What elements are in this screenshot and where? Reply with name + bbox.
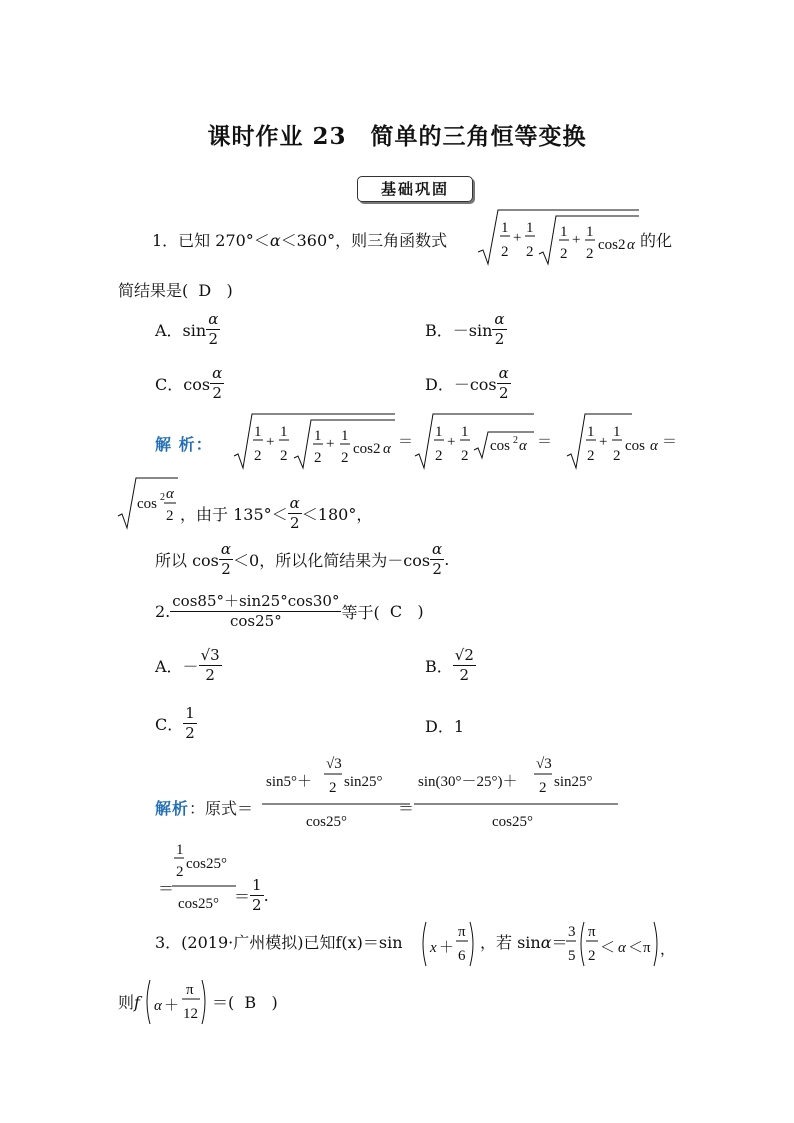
svg-text:+: + — [572, 232, 581, 248]
svg-text:cos: cos — [625, 438, 645, 454]
q2-option-d: D．1 — [425, 717, 465, 736]
q2-result: ＝ $\frac{1}{2}$ . — [234, 876, 269, 914]
svg-text:1: 1 — [341, 428, 349, 444]
svg-text:＝: ＝ — [537, 434, 553, 450]
svg-text:2: 2 — [586, 246, 594, 262]
svg-text:cos25°: cos25° — [492, 814, 533, 830]
svg-text:x: x — [430, 940, 437, 956]
svg-text:sin5°＋: sin5°＋ — [266, 774, 313, 790]
q1-analysis-sqrt-cos — [116, 476, 180, 532]
svg-text:α: α — [627, 237, 635, 253]
svg-text:sin25°: sin25° — [554, 774, 593, 790]
svg-text:2: 2 — [587, 448, 595, 464]
svg-text:1: 1 — [586, 224, 594, 240]
svg-text:＝: ＝ — [662, 434, 678, 450]
svg-text:2: 2 — [176, 864, 184, 880]
svg-text:π: π — [588, 924, 596, 940]
q3-answer: B — [244, 993, 257, 1012]
svg-text:2: 2 — [613, 448, 621, 464]
svg-text:5: 5 — [568, 948, 576, 964]
svg-text:+: + — [599, 434, 608, 450]
svg-text:sin25°: sin25° — [344, 774, 383, 790]
q2-option-a: A．－ $\frac{√3}{2}$ — [155, 646, 220, 684]
svg-text:1: 1 — [435, 424, 443, 440]
q2-answer: C — [389, 602, 403, 621]
q1-option-b: B．－sin $\frac{\alpha}{2}$ — [425, 310, 505, 348]
svg-text:2: 2 — [560, 246, 568, 262]
svg-text:sin(30°－25°)＋: sin(30°－25°)＋ — [418, 774, 518, 790]
q1-option-d: D．－cos $\frac{\alpha}{2}$ — [425, 364, 509, 402]
q2-analysis-fraction-3 — [172, 838, 240, 914]
svg-text:α: α — [383, 441, 391, 457]
svg-text:+: + — [513, 230, 522, 246]
q2-analysis-fraction-1 — [262, 752, 415, 832]
svg-text:π: π — [458, 924, 466, 940]
svg-text:π: π — [186, 982, 194, 998]
q3-line2-start: 则f — [118, 993, 140, 1012]
svg-text:1: 1 — [560, 224, 568, 240]
q3-fx-argument — [420, 918, 476, 970]
svg-text:12: 12 — [183, 1006, 198, 1022]
svg-text:1: 1 — [587, 424, 595, 440]
svg-text:6: 6 — [458, 948, 466, 964]
q1-analysis-chain — [232, 410, 684, 472]
svg-text:√3: √3 — [326, 756, 342, 772]
q1-nested-radical — [476, 206, 641, 268]
svg-text:1: 1 — [254, 424, 262, 440]
svg-text:α: α — [166, 486, 174, 502]
svg-text:+: + — [266, 434, 275, 450]
svg-text:2: 2 — [329, 780, 337, 796]
svg-text:α: α — [650, 438, 658, 454]
svg-text:cos25°: cos25° — [306, 814, 347, 830]
q3-f-argument — [144, 976, 210, 1028]
q1-analysis-label: 解 析： — [155, 435, 213, 454]
svg-text:2: 2 — [254, 448, 262, 464]
q1-analysis-line3: 所以 cos $\frac{\alpha}{2}$ ＜0，所以化简结果为－cos $\frac{\alpha}{2}$ . — [155, 540, 450, 578]
q2-option-c: C． $\frac{1}{2}$ — [155, 704, 195, 742]
q1-stem: 1．已知 270°＜α＜360°，则三角函数式 — [152, 231, 448, 250]
svg-text:cos25°: cos25° — [178, 896, 219, 912]
svg-text:1: 1 — [501, 220, 509, 236]
svg-text:＜π: ＜π — [628, 940, 651, 956]
svg-text:2: 2 — [166, 508, 174, 524]
svg-text:cos: cos — [137, 496, 157, 512]
svg-text:+: + — [447, 434, 456, 450]
svg-text:2: 2 — [513, 435, 518, 446]
svg-text:2: 2 — [501, 244, 509, 260]
svg-text:2: 2 — [435, 448, 443, 464]
svg-text:cos: cos — [490, 438, 510, 454]
svg-text:2: 2 — [314, 450, 322, 466]
q2-analysis-label: 解析：原式＝ — [155, 799, 254, 818]
page-title: 课时作业 23 简单的三角恒等变换 — [207, 123, 587, 150]
section-badge: 基础巩固 — [357, 176, 473, 202]
svg-text:1: 1 — [280, 424, 288, 440]
svg-text:＝: ＝ — [398, 434, 414, 450]
svg-text:2: 2 — [461, 448, 469, 464]
svg-text:cos2: cos2 — [353, 441, 381, 457]
q1-option-a: A．sin $\frac{\alpha}{2}$ — [155, 310, 219, 348]
svg-text:+: + — [326, 436, 335, 452]
svg-text:cos25°: cos25° — [186, 856, 227, 872]
q1-stem-end: 的化 — [640, 231, 673, 250]
svg-text:＋: ＋ — [164, 998, 180, 1014]
svg-text:1: 1 — [526, 220, 534, 236]
q2-analysis-fraction-2 — [414, 752, 622, 832]
svg-text:1: 1 — [176, 842, 184, 858]
q2-analysis-line2-eq: ＝ — [158, 879, 175, 898]
q1-analysis-line2: ，由于 135°＜ $\frac{\alpha}{2}$ ＜180°， — [180, 494, 373, 532]
q3-stem: 3．(2019·广州模拟)已知f(x)＝sin — [155, 933, 403, 952]
q1-stem-line2: 简结果是( D ) — [118, 281, 233, 300]
q2-eq-1: ＝ — [398, 799, 415, 818]
svg-text:2: 2 — [341, 450, 349, 466]
svg-text:2: 2 — [160, 492, 165, 503]
svg-text:1: 1 — [314, 428, 322, 444]
q1-answer: D — [198, 281, 212, 300]
svg-text:2: 2 — [280, 448, 288, 464]
svg-text:2: 2 — [539, 780, 547, 796]
svg-text:1: 1 — [461, 424, 469, 440]
svg-text:1: 1 — [613, 424, 621, 440]
q2-option-b: B． $\frac{√2}{2}$ — [425, 646, 474, 684]
svg-text:＋: ＋ — [439, 940, 455, 956]
svg-text:α: α — [618, 940, 626, 956]
svg-text:，: ， — [660, 942, 676, 958]
svg-text:2: 2 — [588, 948, 596, 964]
q1-option-c: C．cos $\frac{\alpha}{2}$ — [155, 364, 223, 402]
q3-sin-value — [566, 918, 676, 970]
q2-stem: 2. $\frac{\cos 85^\circ+\sin 25^\circ\cos 30^\circ}{\cos 25^\circ}$ 等于( C ) — [155, 592, 424, 630]
q3-line2-end: ＝( B ) — [212, 993, 278, 1012]
svg-text:2: 2 — [526, 244, 534, 260]
svg-text:3: 3 — [568, 924, 576, 940]
q3-stem-mid: ，若 sinα＝ — [480, 933, 568, 952]
svg-text:α: α — [519, 438, 527, 454]
svg-text:cos2: cos2 — [598, 237, 626, 253]
svg-text:＜: ＜ — [600, 940, 616, 956]
svg-text:α: α — [154, 998, 162, 1014]
svg-text:√3: √3 — [536, 756, 552, 772]
